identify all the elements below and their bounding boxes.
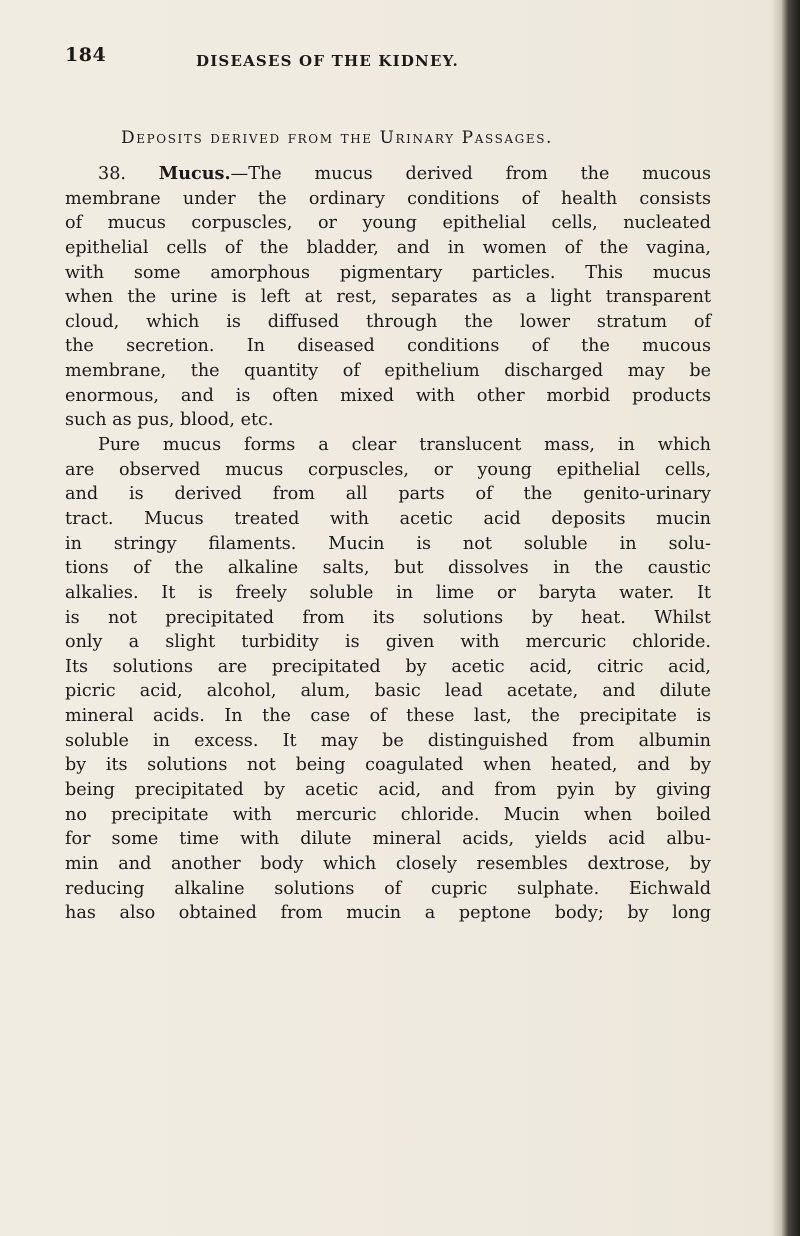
paragraph-number: 38. [98, 164, 126, 184]
paragraph-first-line [65, 162, 711, 187]
text-line: has also obtained from mucin a peptone body; by long [65, 903, 711, 924]
text-line: and is derived from all parts of the genito-urinary [65, 484, 711, 505]
text-line: in stringy filaments. Mucin is not soluble in solu- [65, 533, 711, 554]
text-line: soluble in excess. It may be distinguished from albumin [65, 730, 711, 751]
text-line: only a slight turbidity is given with mercuric chloride. [65, 632, 711, 653]
text-line: alkalies. It is freely soluble in lime or baryta water. It [65, 582, 711, 603]
text-line: with some amorphous pigmentary particles. This mucus [65, 262, 711, 283]
text-line: mineral acids. In the case of these last, the precipitate is [65, 706, 711, 727]
text-line: min and another body which closely resembles dextrose, by [65, 853, 711, 874]
text-line: enormous, and is often mixed with other morbid products [65, 385, 711, 406]
text-line: such as pus, blood, etc. [65, 410, 274, 431]
section-heading: Deposits derived from the Urinary Passages. [121, 128, 554, 148]
page-gutter-shadow [772, 0, 782, 1236]
text-line: being precipitated by acetic acid, and from pyin by giving [65, 780, 711, 801]
text-line: epithelial cells of the bladder, and in women of the vagina, [65, 237, 711, 258]
text-line: tions of the alkaline salts, but dissolves in the caustic [65, 558, 711, 579]
text-line: membrane under the ordinary conditions of health consists [65, 188, 711, 209]
text-line: reducing alkaline solutions of cupric sulphate. Eichwald [65, 878, 711, 899]
running-title: DISEASES OF THE KIDNEY. [196, 52, 459, 70]
text-line: are observed mucus corpuscles, or young epithelial cells, [65, 459, 711, 480]
page-edge [782, 0, 800, 1236]
text-line: picric acid, alcohol, alum, basic lead acetate, and dilute [65, 681, 711, 702]
text-line: is not precipitated from its solutions by heat. Whilst [65, 607, 711, 628]
text-line: cloud, which is diffused through the lower stratum of [65, 311, 711, 332]
text-line: by its solutions not being coagulated when heated, and by [65, 755, 711, 776]
text-line: Pure mucus forms a clear translucent mass, in which [98, 435, 711, 456]
paragraph-title: Mucus. [158, 163, 231, 184]
page-number: 184 [65, 44, 107, 66]
text-line: of mucus corpuscles, or young epithelial cells, nucleated [65, 213, 711, 234]
text-line: membrane, the quantity of epithelium discharged may be [65, 361, 711, 382]
text-line: —The mucus derived from the mucous [230, 164, 712, 184]
body-text [65, 162, 711, 926]
text-line: the secretion. In diseased conditions of the mucous [65, 336, 711, 357]
text-line: Its solutions are precipitated by acetic acid, citric acid, [65, 656, 711, 677]
text-line: when the urine is left at rest, separates as a light transparent [65, 287, 711, 308]
text-line: no precipitate with mercuric chloride. Mucin when boiled [65, 804, 711, 825]
text-line: tract. Mucus treated with acetic acid deposits mucin [65, 508, 711, 529]
text-line: for some time with dilute mineral acids, yields acid albu- [65, 829, 711, 850]
